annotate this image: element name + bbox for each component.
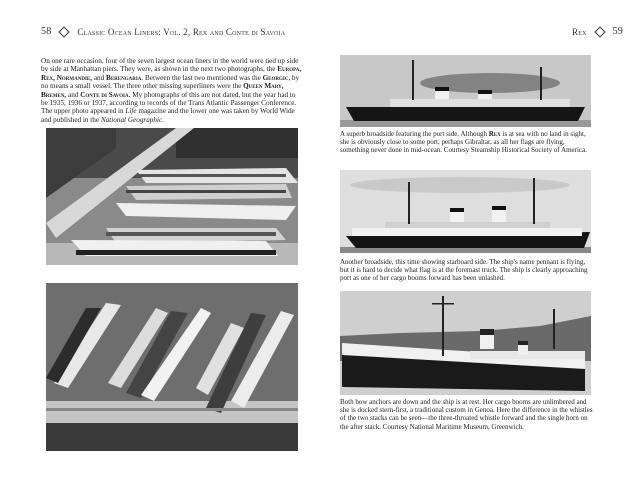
photo-rex-port-side [340,55,591,127]
text-segment: and [92,73,107,82]
text-segment: magazine and the lower one was taken by World Wide and published in the [41,107,295,124]
text-segment: . My photographs of this are not dated, but the year had to be 1935, 1936 or 1937, according to records of the Trans Atlantic Passenger Conference. The upper photo appeared in [41,90,297,116]
text-segment: . Between the last two mentioned was the [141,73,263,82]
ship-name: Rex [488,130,501,138]
text-segment: is at sea with no land in sight, she is obviously close to some port, perhaps Gibraltar, as all her flags are flying, something never done in mid-ocean. Courtesy Steamship Historical Society of America. [340,130,587,155]
page-number: 58 [41,26,52,37]
text-segment: , by no means a small vessel. The three other missing superliners were the [41,73,300,91]
magazine-title: National Geographic [100,115,163,124]
ship-name: Conte di Savoia [80,90,129,99]
caption-rex-docked-genoa: Both bow anchors are down and the ship is at rest. Her cargo booms are unlimbered and she is docked stern-first, a traditional custom in Genoa. Here the difference in the whistles of the two stacks can be seen—the three-throated whistle forward and the single horn on the after stack. Courtesy National Maritime Museum, Greenwich. [340,398,593,431]
caption-rex-port-side [340,130,595,155]
ship-name: Berengaria [106,73,142,82]
left-page-header [41,26,285,37]
running-title: Rex [572,26,587,37]
text-segment: On one rare occasion, four of the seven largest ocean liners in the world were tied up side by side at Manhattan piers. They were, as shown in the next two photographs, the [41,57,299,74]
diamond-ornament-icon [594,26,605,37]
ship-name: Queen Mary, Bremen, [41,82,284,99]
right-page-header [572,26,623,37]
intro-paragraph [41,57,303,124]
running-title: Classic Ocean Liners: Vol. 2, Rex and Conte di Savoia [77,26,286,37]
ship-name: Georgic [262,73,289,82]
right-page [318,0,635,492]
diamond-ornament-icon [59,26,70,37]
text-segment: A superb broadside featuring the port side. Although [340,130,489,138]
text-segment: . [162,115,164,124]
caption-rex-starboard-side: Another broadside, this time showing starboard side. The ship's name pennant is flying, but it is hard to decide what flag is at the foremast truck. The ship is clearly approaching port as one of her cargo booms forward has been unlashed. [340,258,588,283]
photo-rex-docked-genoa [340,291,591,395]
ship-name: Europa, Rex, Normandie, [41,65,302,82]
photo-piers-upper [46,128,298,265]
text-segment: and [66,90,81,99]
photo-piers-lower [46,283,298,451]
photo-rex-starboard-side [340,170,591,253]
magazine-title: Life [125,107,137,116]
page-number: 59 [612,26,624,37]
